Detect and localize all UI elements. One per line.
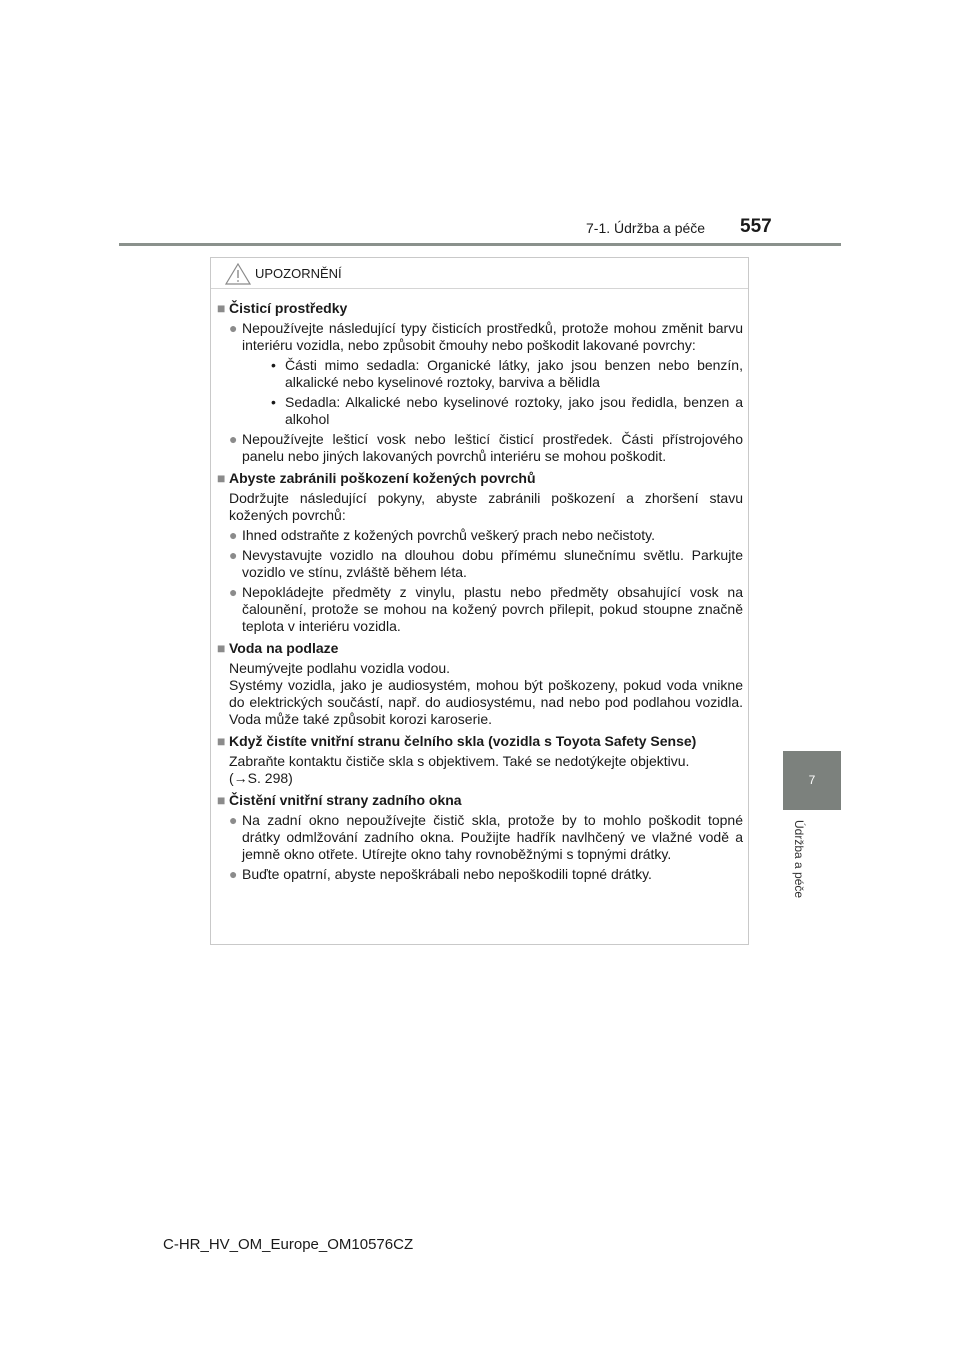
list-item: [229, 527, 743, 544]
warning-title: UPOZORNĚNÍ: [255, 266, 342, 281]
footer-doc-code: C-HR_HV_OM_Europe_OM10576CZ: [163, 1236, 414, 1253]
list-item: [229, 812, 743, 863]
section-title: Čistění vnitřní strany zadního okna: [229, 792, 462, 808]
sub-item: • Části mimo sedadla: Organické látky, jako jsou benzen nebo benzín, alkalické nebo kyselinové roztoky, barviva a bělidla: [271, 357, 743, 390]
warning-header: [211, 258, 748, 289]
header-rule: [119, 243, 841, 246]
warning-triangle-icon: [225, 263, 251, 285]
square-bullet-icon: ■: [217, 470, 226, 486]
section-cleaning-agents: [217, 300, 743, 465]
list-item: [229, 547, 743, 581]
section-rear-window: [217, 792, 743, 883]
list-item: [229, 431, 743, 465]
section-title: Čisticí prostředky: [229, 300, 348, 316]
list-item: [229, 584, 743, 635]
section-title: Když čistíte vnitřní stranu čelního skla (vozidla s Toyota Safety Sense): [229, 733, 697, 749]
section-title: Voda na podlaze: [229, 640, 339, 656]
circle-bullet-icon: ●: [229, 431, 238, 447]
square-bullet-icon: ■: [217, 792, 226, 808]
header-title: 7-1. Údržba a péče: [586, 220, 706, 236]
paragraph: Neumývejte podlahu vozidla vodou.: [229, 660, 451, 676]
square-bullet-icon: ■: [217, 733, 226, 749]
sub-item-text: Části mimo sedadla: Organické látky, jako jsou benzen nebo benzín, alkalické nebo kyselinové roztoky, barviva a bělidla: [285, 357, 743, 390]
circle-bullet-icon: ●: [229, 584, 238, 600]
paragraph: Dodržujte následující pokyny, abyste zabránili poškození a zhoršení stavu kožených povrchů:: [229, 490, 743, 523]
section-windshield: [217, 733, 743, 787]
list-item-text: Na zadní okno nepoužívejte čistič skla, protože by to mohlo poškodit topné drátky odmlžování zadního okna. Použijte hadřík navlhčený ve vlažné vodě a jemně okno otřete. Utírejte okno tahy rovnoběžnými s topnými drátky.: [242, 812, 743, 862]
warning-box: [210, 257, 749, 945]
list-item-text: Nevystavujte vozidlo na dlouhou dobu přímému slunečnímu světlu. Parkujte vozidlo ve stínu, zvláště během léta.: [242, 547, 743, 580]
list-item-text: Ihned odstraňte z kožených povrchů veškerý prach nebo nečistoty.: [242, 527, 655, 543]
page-number: 557: [740, 216, 772, 237]
paragraph: Systémy vozidla, jako je audiosystém, mohou být poškozeny, pokud voda vnikne do elektrických součástí, např. do audiosystému, nad nebo pod podlahou vozidla. Voda může také způsobit korozi karoserie.: [229, 677, 743, 727]
circle-bullet-icon: ●: [229, 320, 238, 336]
square-bullet-icon: ■: [217, 300, 226, 316]
page-reference-link[interactable]: (→S. 298): [229, 770, 293, 786]
chapter-side-label: Údržba a péče: [792, 820, 806, 899]
square-bullet-icon: ■: [217, 640, 226, 656]
circle-bullet-icon: ●: [229, 547, 238, 563]
section-floor-water: [217, 640, 743, 728]
list-item-text: Buďte opatrní, abyste nepoškrábali nebo nepoškodili topné drátky.: [242, 866, 652, 882]
section-title: Abyste zabránili poškození kožených povrchů: [229, 470, 536, 486]
list-item-text: Nepokládejte předměty z vinylu, plastu nebo předměty obsahující vosk na čalounění, protože se mohou na kožený povrch přilepit, pokud stoupne značně teplota v interiéru vozidla.: [242, 584, 743, 634]
section-leather: [217, 470, 743, 635]
circle-bullet-icon: ●: [229, 527, 238, 543]
chapter-tab: 7: [783, 751, 841, 810]
list-item: [229, 866, 743, 883]
circle-bullet-icon: ●: [229, 812, 238, 828]
warning-content: [217, 300, 743, 888]
sub-item: • Sedadla: Alkalické nebo kyselinové roztoky, jako jsou ředidla, benzen a alkohol: [271, 394, 743, 427]
list-item-text: Nepoužívejte lešticí vosk nebo lešticí čisticí prostředek. Části přístrojového panelu nebo jiných lakovaných povrchů interiéru se mohou poškodit.: [242, 431, 743, 464]
list-item-text: Nepoužívejte následující typy čisticích prostředků, protože mohou změnit barvu interiéru vozidla, nebo způsobit čmouhy nebo poškodit lakované povrchy:: [242, 320, 743, 353]
sub-item-text: Sedadla: Alkalické nebo kyselinové roztoky, jako jsou ředidla, benzen a alkohol: [285, 394, 743, 427]
circle-bullet-icon: ●: [229, 866, 238, 882]
list-item: [229, 320, 743, 428]
paragraph: Zabraňte kontaktu čističe skla s objektivem. Také se nedotýkejte objektivu.: [229, 753, 690, 769]
